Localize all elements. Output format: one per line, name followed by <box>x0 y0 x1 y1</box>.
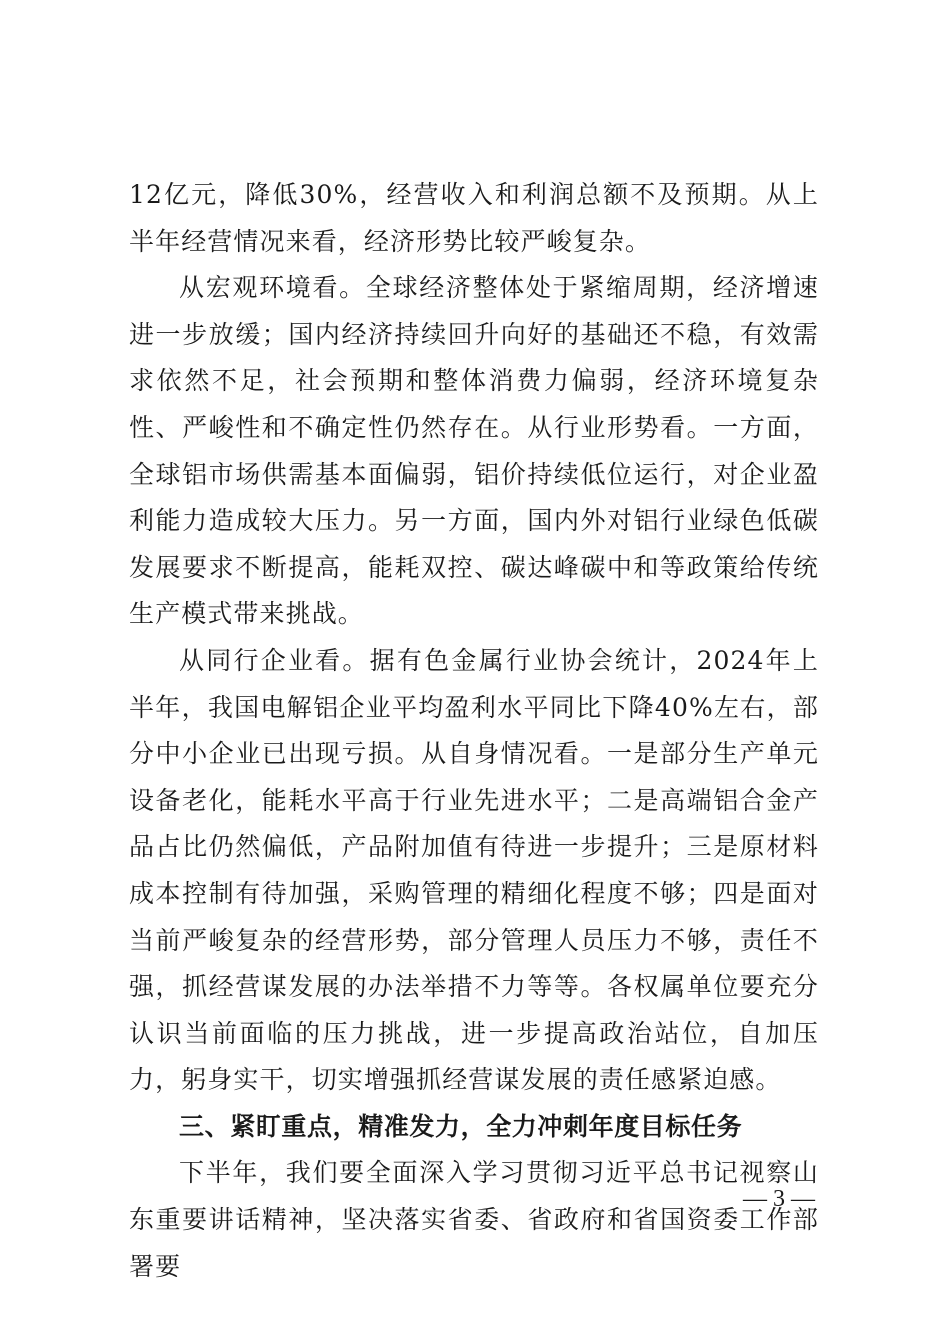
paragraph-macro-environment: 从宏观环境看。全球经济整体处于紧缩周期，经济增速进一步放缓；国内经济持续回升向好的基础还不稳，有效需求依然不足，社会预期和整体消费力偏弱，经济环境复杂性、严峻性和不确定性仍然存在。从行业形势看。一方面，全球铝市场供需基本面偏弱，铝价持续低位运行，对企业盈利能力造成较大压力。另一方面，国内外对铝行业绿色低碳发展要求不断提高，能耗双控、碳达峰碳中和等政策给传统生产模式带来挑战。 <box>129 273 819 629</box>
paragraph-second-half: 下半年，我们要全面深入学习贯彻习近平总书记视察山东重要讲话精神，坚决落实省委、省政府和省国资委工作部署要 <box>129 1158 819 1281</box>
paragraph-peer-enterprises: 从同行企业看。据有色金属行业协会统计，2024年上半年，我国电解铝企业平均盈利水平同比下降40%左右，部分中小企业已出现亏损。从自身情况看。一是部分生产单元设备老化，能耗水平高于行业先进水平；二是高端铝合金产品占比仍然偏低，产品附加值有待进一步提升；三是原材料成本控制有待加强，采购管理的精细化程度不够；四是面对当前严峻复杂的经营形势，部分管理人员压力不够，责任不强，抓经营谋发展的办法举措不力等等。各权属单位要充分认识当前面临的压力挑战，进一步提高政治站位，自加压力，躬身实干，切实增强抓经营谋发展的责任感紧迫感。 <box>129 645 819 1095</box>
paragraph-continuation: 12亿元，降低30%，经营收入和利润总额不及预期。从上半年经营情况来看，经济形势比较严峻复杂。 <box>129 180 819 256</box>
page-number: — 3 — <box>743 1186 815 1212</box>
body-text <box>129 172 819 1290</box>
section-heading: 三、紧盯重点，精准发力，全力冲刺年度目标任务 <box>179 1111 743 1141</box>
